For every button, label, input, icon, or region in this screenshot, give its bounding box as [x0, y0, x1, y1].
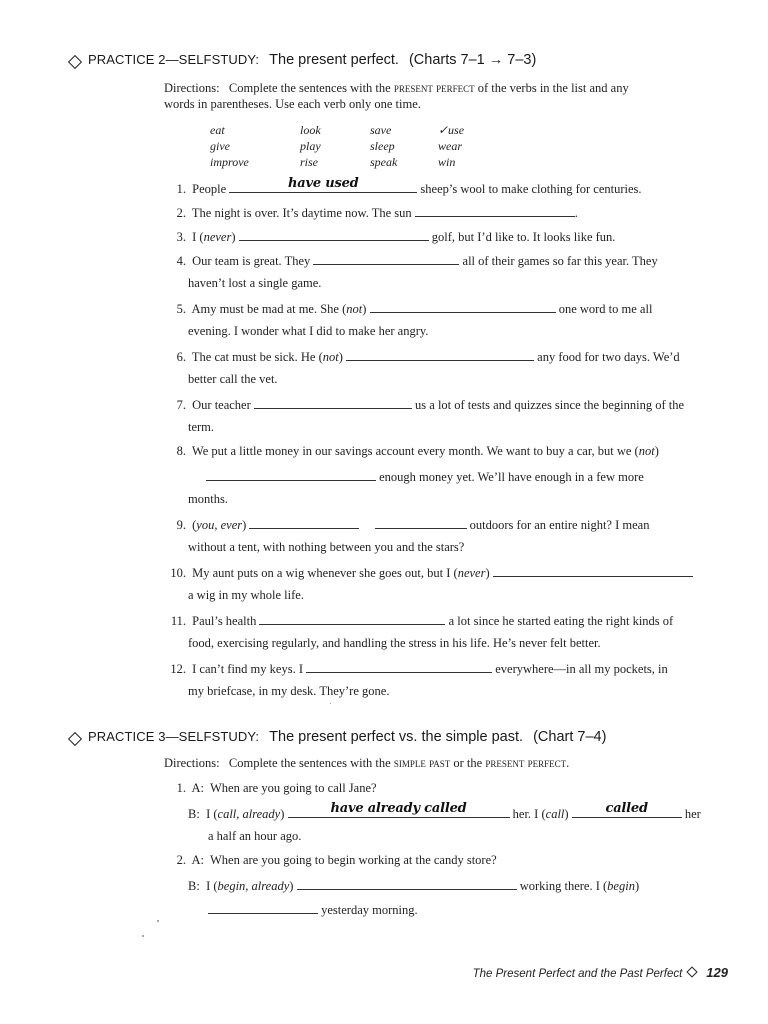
answer-blank[interactable] [254, 396, 412, 409]
exercise-item: 9. (you, ever) outdoors for an entire night? I mean [176, 518, 650, 532]
verb-list [210, 122, 508, 170]
dialogue-line: B: I (begin, already) working there. I (begin) [188, 879, 640, 893]
exercise-item: 6. The cat must be sick. He (not) any food for two days. We’d [176, 350, 680, 364]
item-continuation: evening. I wonder what I did to make her angry. [188, 324, 429, 338]
verb: speak [370, 155, 398, 169]
filled-answer: have used [288, 176, 359, 191]
practice3-heading [88, 729, 606, 745]
directions-label: Directions: [164, 756, 220, 770]
exercise-item: 5. Amy must be mad at me. She (not) one word to me all [176, 302, 653, 316]
page-footer [473, 965, 728, 980]
answer-blank[interactable] [493, 564, 693, 577]
exercise-item: 11. Paul’s health a lot since he started eating the right kinds of [170, 614, 674, 628]
footer-title: The Present Perfect and the Past Perfect [472, 968, 683, 980]
verb: ✓use [438, 123, 465, 137]
item-continuation: haven’t lost a single game. [188, 276, 322, 290]
answer-blank[interactable] [370, 300, 556, 313]
exercise-item: 10. My aunt puts on a wig whenever she goes out, but I (never) [160, 564, 693, 581]
practice2-charts: (Charts 7–1 → 7–3) [408, 52, 537, 68]
answer-blank[interactable] [297, 877, 517, 890]
answer-blank[interactable] [313, 252, 459, 265]
scan-speck [330, 703, 331, 704]
answer-blank[interactable] [259, 612, 445, 625]
scan-speck [157, 920, 159, 922]
answer-blank[interactable] [229, 176, 417, 193]
filled-answer: have already called [330, 801, 467, 816]
verb: play [300, 139, 321, 153]
answer-blank[interactable] [572, 801, 682, 818]
verb: rise [300, 155, 318, 169]
practice2-directions: Directions: Complete the sentences with the present perfect of the verbs in the list and any words in parentheses. Use each verb only one time. [164, 80, 629, 111]
answer-blank[interactable] [206, 468, 376, 481]
verb: wear [438, 139, 462, 153]
verb: win [438, 155, 456, 169]
exercise-item: 2. A: When are you going to begin working at the candy store? [176, 853, 497, 867]
verb: eat [210, 123, 225, 137]
item-continuation: my briefcase, in my desk. They’re gone. [188, 684, 390, 698]
page-number: 129 [706, 965, 728, 980]
item-continuation: yesterday morning. [208, 901, 418, 918]
section-diamond-icon [68, 732, 82, 746]
exercise-item: 3. I (never) golf, but I’d like to. It looks like fun. [176, 230, 616, 244]
practice3-directions: Directions: Complete the sentences with the simple past or the present perfect. [164, 755, 570, 770]
answer-blank[interactable] [288, 801, 510, 818]
practice3-title: The present perfect vs. the simple past. [269, 729, 524, 745]
practice3-lead: PRACTICE 3—SELFSTUDY: [88, 729, 260, 744]
dialogue-line: B: I (call, already) have already called her. I (call) called her [188, 801, 701, 821]
answer-blank[interactable] [415, 204, 575, 217]
footer-diamond-icon [687, 966, 698, 977]
verb: improve [210, 155, 249, 169]
section-diamond-icon [68, 55, 82, 69]
exercise-item: 8. We put a little money in our savings account every month. We want to buy a car, but we (not) [176, 444, 659, 458]
verb: give [210, 139, 230, 153]
item-continuation: better call the vet. [188, 372, 278, 386]
exercise-item: 4. Our team is great. They all of their games so far this year. They [176, 254, 658, 268]
item-continuation: a wig in my whole life. [188, 588, 304, 602]
answer-blank[interactable] [239, 228, 429, 241]
exercise-item: 1. A: When are you going to call Jane? [176, 781, 377, 795]
answer-blank[interactable] [306, 660, 492, 673]
item-continuation: food, exercising regularly, and handling the stress in his life. He’s never felt better. [188, 636, 601, 650]
answer-blank[interactable] [208, 901, 318, 914]
answer-blank[interactable] [375, 516, 467, 529]
answer-blank[interactable] [346, 348, 534, 361]
item-continuation: enough money yet. We’ll have enough in a few more [206, 468, 644, 485]
practice2-lead: PRACTICE 2—SELFSTUDY: [88, 52, 260, 67]
exercise-item: 1. People have used sheep’s wool to make clothing for centuries. [176, 176, 642, 196]
item-continuation: months. [188, 492, 228, 506]
directions-label: Directions: [164, 81, 220, 95]
exercise-item: 7. Our teacher us a lot of tests and quizzes since the beginning of the [176, 398, 685, 412]
verb: sleep [370, 139, 395, 153]
scan-speck [142, 935, 144, 937]
filled-answer: called [605, 801, 648, 816]
item-continuation: without a tent, with nothing between you and the stars? [188, 540, 465, 554]
practice2-title: The present perfect. [269, 52, 399, 68]
verb: look [300, 123, 321, 137]
answer-blank[interactable] [249, 516, 359, 529]
exercise-item: 2. The night is over. It’s daytime now. The sun . [176, 206, 578, 220]
verb: save [370, 123, 392, 137]
item-continuation: term. [188, 420, 215, 434]
practice2-heading [88, 52, 536, 68]
practice3-charts: (Chart 7–4) [533, 729, 607, 745]
item-continuation: a half an hour ago. [208, 829, 302, 843]
exercise-item: 12. I can’t find my keys. I everywhere—in all my pockets, in [170, 662, 668, 676]
